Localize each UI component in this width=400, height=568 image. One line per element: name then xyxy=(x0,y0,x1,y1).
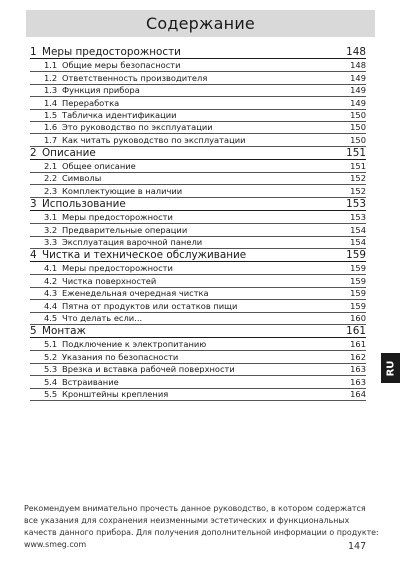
toc-item xyxy=(30,60,366,72)
toc-item-heading xyxy=(44,377,119,388)
toc-item-title: Эксплуатация варочной панели xyxy=(62,237,203,248)
language-tab xyxy=(381,353,400,383)
toc-item xyxy=(30,339,366,351)
toc-section xyxy=(30,325,366,338)
toc-item-number: 4.4 xyxy=(44,300,58,311)
toc-item xyxy=(30,185,366,197)
toc-item-number: 1.2 xyxy=(44,72,58,83)
toc-section-heading xyxy=(30,147,96,159)
toc-item xyxy=(30,263,366,275)
toc-item-number: 5.2 xyxy=(44,351,58,362)
toc-item-page: 159 xyxy=(350,275,366,286)
footer-note: Рекомендуем внимательно прочесть данное руководство, в котором содержатся все указания для сохранения неизменными эстетических и функциональных качеств данного прибора. Для получения дополнительной информации о продукте: www.smeg.com xyxy=(24,504,379,549)
toc-section-heading xyxy=(30,46,181,58)
toc-section-number: 5 xyxy=(30,325,37,338)
toc-item xyxy=(30,237,366,249)
toc-item-heading xyxy=(44,276,156,287)
toc-item-heading xyxy=(44,288,209,299)
toc-item xyxy=(30,173,366,185)
toc-item-number: 1.3 xyxy=(44,85,58,96)
toc-item xyxy=(30,313,366,325)
toc-item-heading xyxy=(44,173,101,184)
toc-item-number: 3.3 xyxy=(44,237,58,248)
toc-item-page: 150 xyxy=(350,134,366,145)
toc-item-number: 2.1 xyxy=(44,161,58,172)
toc-item-title: Встраивание xyxy=(62,376,119,387)
toc-item-page: 159 xyxy=(350,300,366,311)
toc-item-title: Как читать руководство по эксплуатации xyxy=(62,134,246,145)
toc-item xyxy=(30,224,366,236)
toc-section-title: Описание xyxy=(42,147,96,160)
toc-section xyxy=(30,249,366,262)
toc-section-page: 159 xyxy=(346,249,366,262)
toc-item-number: 4.5 xyxy=(44,312,58,323)
toc-section-number: 2 xyxy=(30,147,37,160)
toc-item-heading xyxy=(44,60,180,71)
toc-item-title: Меры предосторожности xyxy=(62,212,173,223)
toc-item-heading xyxy=(44,225,187,236)
page-number: 147 xyxy=(348,541,367,552)
toc-item-title: Пятна от продуктов или остатков пищи xyxy=(62,300,238,311)
toc-item-heading xyxy=(44,301,237,312)
toc-item-heading xyxy=(44,186,182,197)
toc-item-page: 151 xyxy=(350,161,366,172)
toc-item-page: 152 xyxy=(350,173,366,184)
toc-item-title: Общее описание xyxy=(62,161,136,172)
toc-item-page: 152 xyxy=(350,185,366,196)
toc-item-number: 1.1 xyxy=(44,60,58,71)
toc-section-page: 161 xyxy=(346,325,366,338)
toc-item xyxy=(30,72,366,84)
toc-item-page: 149 xyxy=(350,97,366,108)
toc-item-page: 160 xyxy=(350,312,366,323)
toc-item-heading xyxy=(44,122,213,133)
toc-item-page: 159 xyxy=(350,288,366,299)
toc-item-title: Общие меры безопасности xyxy=(62,60,181,71)
toc-item-heading xyxy=(44,212,173,223)
toc-item-number: 1.4 xyxy=(44,97,58,108)
toc-section xyxy=(30,198,366,211)
toc-item-title: Функция прибора xyxy=(62,85,140,96)
toc-item xyxy=(30,275,366,287)
toc-item-number: 4.3 xyxy=(44,288,58,299)
toc-item-title: Предварительные операции xyxy=(62,224,188,235)
toc-item xyxy=(30,134,366,146)
toc-section-page: 148 xyxy=(346,46,366,59)
toc-item-number: 3.1 xyxy=(44,212,58,223)
toc-section-title: Использование xyxy=(42,198,126,211)
toc-section-heading xyxy=(30,198,126,210)
toc-item-page: 164 xyxy=(350,388,366,399)
toc-section-title: Чистка и техническое обслуживание xyxy=(42,249,247,262)
toc-item-number: 1.7 xyxy=(44,134,58,145)
toc-section xyxy=(30,147,366,160)
toc-section xyxy=(30,46,366,59)
language-tab-label: RU xyxy=(384,360,396,376)
toc-item-title: Врезка и вставка рабочей поверхности xyxy=(62,364,235,375)
toc-item-page: 148 xyxy=(350,60,366,71)
toc-item-title: Табличка идентификации xyxy=(62,109,177,120)
toc-item xyxy=(30,351,366,363)
toc-item-heading xyxy=(44,85,140,96)
toc-item-title: Переработка xyxy=(62,97,120,108)
toc-item-title: Ответственность производителя xyxy=(62,72,208,83)
toc-item-number: 2.2 xyxy=(44,173,58,184)
toc-item-title: Меры предосторожности xyxy=(62,263,173,274)
toc-item-number: 5.4 xyxy=(44,376,58,387)
toc-item xyxy=(30,110,366,122)
toc-item-number: 1.5 xyxy=(44,109,58,120)
toc-item xyxy=(30,364,366,376)
toc-section-number: 3 xyxy=(30,198,37,211)
toc-item-title: Чистка поверхностей xyxy=(62,275,157,286)
toc-item-heading xyxy=(44,110,177,121)
toc-item-number: 5.3 xyxy=(44,364,58,375)
toc-item xyxy=(30,288,366,300)
toc-item-page: 163 xyxy=(350,364,366,375)
toc-item xyxy=(30,122,366,134)
toc-item-page: 163 xyxy=(350,376,366,387)
toc-item-title: Кронштейны крепления xyxy=(62,388,169,399)
toc-item-title: Символы xyxy=(62,173,102,184)
toc-item-title: Подключение к электропитанию xyxy=(62,339,207,350)
toc-section-page: 151 xyxy=(346,147,366,160)
toc-item-title: Что делать если... xyxy=(62,312,143,323)
toc-item-page: 161 xyxy=(350,339,366,350)
toc-item-heading xyxy=(44,237,202,248)
toc-item-number: 2.3 xyxy=(44,185,58,196)
toc-item-page: 149 xyxy=(350,85,366,96)
toc-item-heading xyxy=(44,364,235,375)
toc-section-title: Меры предосторожности xyxy=(42,46,181,59)
toc-item-number: 4.2 xyxy=(44,275,58,286)
toc-item-heading xyxy=(44,98,119,109)
toc-item-page: 162 xyxy=(350,351,366,362)
toc-item-page: 153 xyxy=(350,212,366,223)
page-title-bar xyxy=(26,10,375,37)
toc-section-heading xyxy=(30,249,246,261)
toc-item xyxy=(30,300,366,312)
toc-item-heading xyxy=(44,263,173,274)
toc-item xyxy=(30,212,366,224)
toc-item-number: 4.1 xyxy=(44,263,58,274)
toc-item xyxy=(30,376,366,388)
toc-item-page: 154 xyxy=(350,224,366,235)
toc-item xyxy=(30,85,366,97)
toc-item xyxy=(30,161,366,173)
toc-item-number: 5.5 xyxy=(44,388,58,399)
toc-item-page: 150 xyxy=(350,109,366,120)
table-of-contents xyxy=(30,46,366,401)
toc-item-heading xyxy=(44,161,136,172)
toc-item-heading xyxy=(44,135,246,146)
toc-item-title: Это руководство по эксплуатации xyxy=(62,122,213,133)
toc-item-number: 1.6 xyxy=(44,122,58,133)
toc-section-heading xyxy=(30,325,86,337)
toc-section-title: Монтаж xyxy=(42,325,86,338)
toc-item-title: Указания по безопасности xyxy=(62,351,179,362)
toc-item-page: 159 xyxy=(350,263,366,274)
toc-item-number: 3.2 xyxy=(44,224,58,235)
toc-item-heading xyxy=(44,389,168,400)
toc-item-heading xyxy=(44,73,207,84)
toc-item-heading xyxy=(44,339,206,350)
toc-item-heading xyxy=(44,352,178,363)
toc-item-heading xyxy=(44,313,142,324)
page-title: Содержание xyxy=(146,14,255,33)
toc-section-page: 153 xyxy=(346,198,366,211)
toc-item-page: 150 xyxy=(350,122,366,133)
toc-section-number: 1 xyxy=(30,46,37,59)
toc-item-number: 5.1 xyxy=(44,339,58,350)
toc-item-title: Комплектующие в наличии xyxy=(62,185,183,196)
toc-item-title: Еженедельная очередная чистка xyxy=(62,288,209,299)
toc-section-number: 4 xyxy=(30,249,37,262)
toc-item-page: 154 xyxy=(350,237,366,248)
toc-item xyxy=(30,97,366,109)
toc-item-page: 149 xyxy=(350,72,366,83)
toc-item xyxy=(30,389,366,401)
